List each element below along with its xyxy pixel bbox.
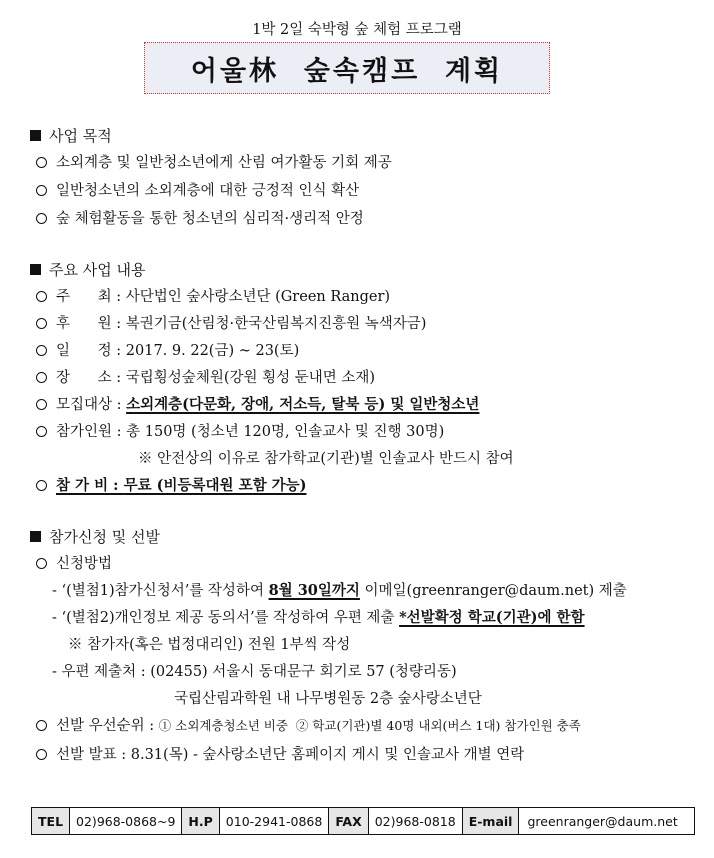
section-heading-application: 참가신청 및 선발 (30, 527, 160, 547)
tel-value: 02)968-0868~9 (70, 808, 182, 835)
content-participants: 참가인원 : 총 150명 (청소년 120명, 인솔교사 및 진행 30명) (36, 422, 444, 442)
deadline: 8월 30일까지 (268, 582, 360, 599)
circle-bullet-icon (36, 480, 47, 491)
circle-bullet-icon (36, 720, 47, 731)
method-line-1: - ‘(별첨1)참가신청서’를 작성하여 8월 30일까지 이메일(greenranger@daum.net) 제출 (52, 582, 627, 599)
square-bullet-icon (30, 264, 41, 275)
title-box (144, 42, 550, 94)
mail-address-line-2: 국립산림과학원 내 나무병원동 2층 숲사랑소년단 (174, 691, 482, 707)
document-title: 어울林 숲속캠프 계획 (190, 55, 504, 87)
contact-table (31, 807, 695, 835)
square-bullet-icon (30, 531, 41, 542)
content-target: 모집대상 : 소외계층(다문화, 장애, 저소득, 탈북 등) 및 일반청소년 (36, 395, 479, 415)
content-sponsor: 후 원 : 복권기금(산림청·한국산림복지진흥원 녹색자금) (36, 314, 426, 334)
purpose-item: 소외계층 및 일반청소년에게 산림 여가활동 기회 제공 (36, 153, 392, 173)
content-host: 주 최 : 사단법인 숲사랑소년단 (Green Ranger) (36, 287, 390, 307)
application-method: 신청방법 (36, 554, 112, 574)
hp-label: H.P (182, 808, 219, 835)
circle-bullet-icon (36, 426, 47, 437)
circle-bullet-icon (36, 185, 47, 196)
method-line-2: - ‘(별첨2)개인정보 제공 동의서’를 작성하여 우편 제출 *선발확정 학교(기관)에 한함 (52, 609, 585, 626)
section-heading-purpose: 사업 목적 (30, 126, 112, 146)
program-subtitle: 1박 2일 숙박형 숲 체험 프로그램 (252, 22, 462, 38)
circle-bullet-icon (36, 157, 47, 168)
content-fee: 참 가 비 : 무료 (비등록대원 포함 가능) (36, 476, 307, 496)
circle-bullet-icon (36, 399, 47, 410)
email-label: E-mail (462, 808, 519, 835)
circle-bullet-icon (36, 213, 47, 224)
purpose-item: 숲 체험활동을 통한 청소년의 심리적·생리적 안정 (36, 209, 364, 229)
circle-bullet-icon (36, 345, 47, 356)
email-value: greenranger@daum.net (519, 808, 694, 835)
selection-announcement: 선발 발표 : 8.31(목) - 숲사랑소년단 홈페이지 게시 및 인솔교사 개별 연락 (36, 745, 524, 765)
method-note: ※ 참가자(혹은 법정대리인) 전원 1부씩 작성 (68, 637, 351, 653)
content-schedule: 일 정 : 2017. 9. 22(금) ~ 23(토) (36, 341, 299, 361)
selection-priority: 선발 우선순위 : ① 소외계층청소년 비중 ② 학교(기관)별 40명 내외(버스 1대) 참가인원 충족 (36, 716, 581, 736)
square-bullet-icon (30, 130, 41, 141)
circle-bullet-icon (36, 318, 47, 329)
purpose-item: 일반청소년의 소외계층에 대한 긍정적 인식 확산 (36, 181, 359, 201)
participants-note: ※ 안전상의 이유로 참가학교(기관)별 인솔교사 반드시 참여 (138, 451, 514, 467)
circle-bullet-icon (36, 749, 47, 760)
circle-bullet-icon (36, 558, 47, 569)
tel-label: TEL (32, 808, 70, 835)
section-heading-content: 주요 사업 내용 (30, 260, 145, 280)
hp-value: 010-2941-0868 (219, 808, 329, 835)
fax-label: FAX (329, 808, 368, 835)
circle-bullet-icon (36, 372, 47, 383)
fax-value: 02)968-0818 (368, 808, 462, 835)
content-place: 장 소 : 국립횡성숲체원(강원 횡성 둔내면 소재) (36, 368, 375, 388)
circle-bullet-icon (36, 291, 47, 302)
mail-address-line-1: - 우편 제출처 : (02455) 서울시 동대문구 회기로 57 (청량리동) (52, 664, 457, 680)
